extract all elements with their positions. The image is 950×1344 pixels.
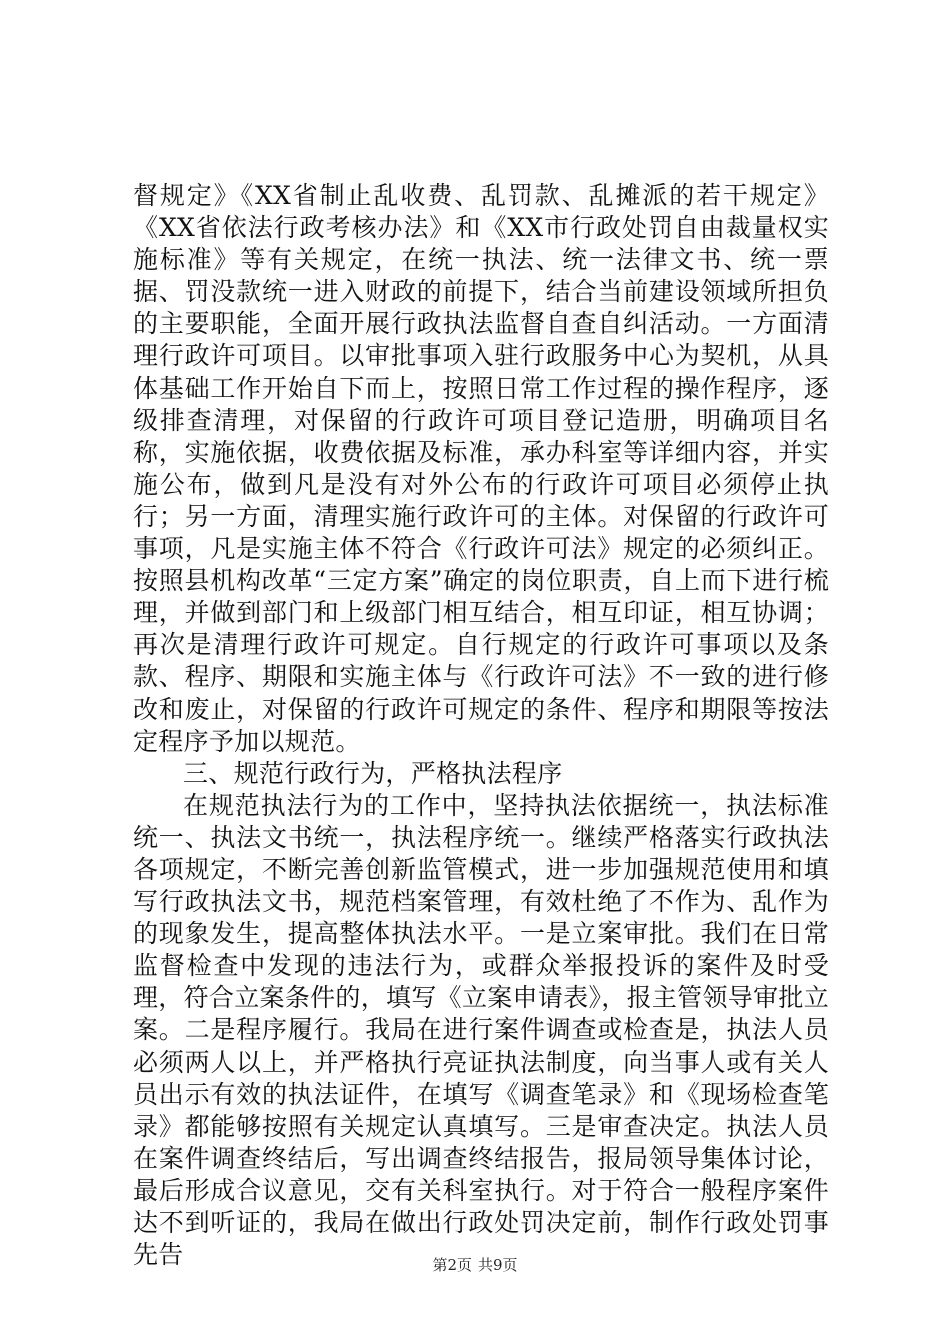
section-heading-3: 三、规范行政行为，严格执法程序 bbox=[183, 758, 563, 788]
paragraph-2: 在规范执法行为的工作中，坚持执法依据统一，执法标准统一、执法文书统一，执法程序统一。继续严格落实行政执法各项规定，不断完善创新监管模式，进一步加强规范使用和填写行政执法文书，规范档案管理，有效杜绝了不作为、乱作为的现象发生，提高整体执法水平。一是立案审批。我们在日常监督检查中发现的违法行为，或群众举报投诉的案件及时受理，符合立案条件的，填写《立案申请表》，报主管领导审批立案。二是程序履行。我局在进行案件调查或检查是，执法人员必须两人以上，并严格执行亮证执法制度，向当事人或有关人员出示有效的执法证件，在填写《调查笔录》和《现场检查笔录》都能够按照有关规定认真填写。三是审查决定。执法人员在案件调查终结后，写出调查终结报告，报局领导集体讨论，最后形成合议意见，交有关科室执行。对于符合一般程序案件达不到听证的，我局在做出行政处罚决定前，制作行政处罚事先告 bbox=[133, 790, 829, 1270]
document-body bbox=[133, 180, 829, 1271]
page-number: 第2页 bbox=[432, 1256, 472, 1274]
page-total: 共9页 bbox=[478, 1256, 518, 1274]
paragraph-1: 督规定》《XX省制止乱收费、乱罚款、乱摊派的若干规定》《XX省依法行政考核办法》和《XX市行政处罚自由裁量权实施标准》等有关规定，在统一执法、统一法律文书、统一票据、罚没款统一进入财政的前提下，结合当前建设领域所担负的主要职能，全面开展行政执法监督自查自纠活动。一方面清理行政许可项目。以审批事项入驻行政服务中心为契机，从具体基础工作开始自下而上，按照日常工作过程的操作程序，逐级排查清理，对保留的行政许可项目登记造册，明确项目名称，实施依据，收费依据及标准，承办科室等详细内容，并实施公布，做到凡是没有对外公布的行政许可项目必须停止执行；另一方面，清理实施行政许可的主体。对保留的行政许可事项，凡是实施主体不符合《行政许可法》规定的必须纠正。按照县机构改革“三定方案”确定的岗位职责，自上而下进行梳理，并做到部门和上级部门相互结合，相互印证，相互协调；再次是清理行政许可规定。自行规定的行政许可事项以及条款、程序、期限和实施主体与《行政许可法》不一致的进行修改和废止，对保留的行政许可规定的条件、程序和期限等按法定程序予加以规范。 bbox=[133, 181, 829, 756]
page-footer bbox=[0, 1254, 950, 1275]
